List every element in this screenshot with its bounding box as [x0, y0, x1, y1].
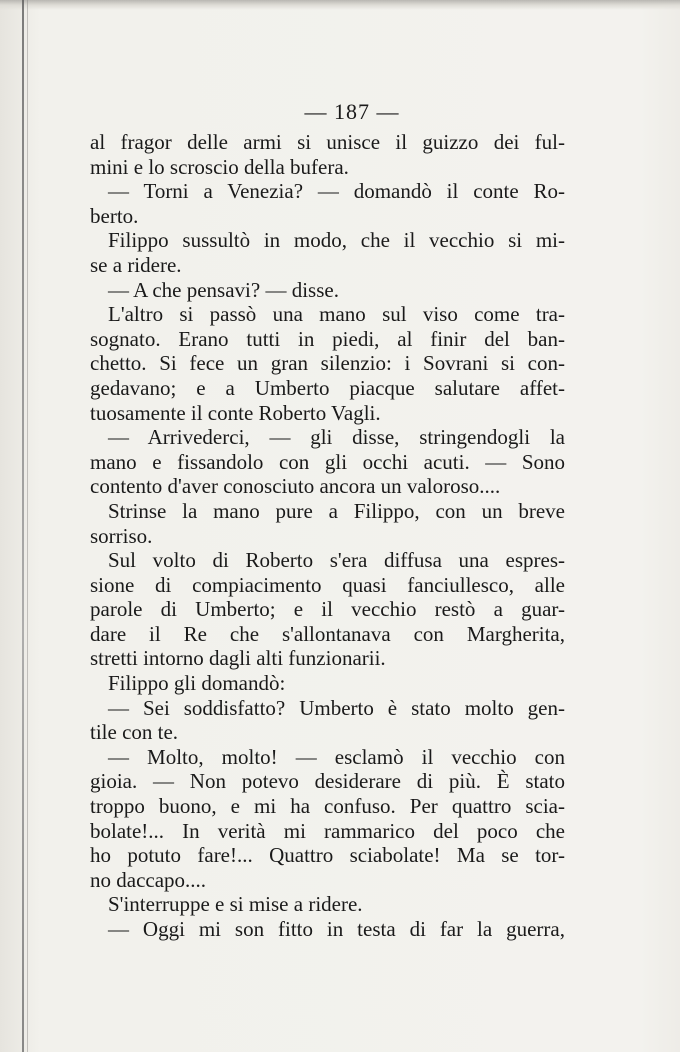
text-line: chetto. Si fece un gran silenzio: i Sovrani si con- — [90, 351, 565, 376]
binding-edge — [22, 0, 24, 1052]
text-line: gioia. — Non potevo desiderare di più. È stato — [90, 769, 565, 794]
text-line: sione di compiacimento quasi fanciullesco, alle — [90, 572, 565, 597]
text-line: tuosamente il conte Roberto Vagli. — [90, 400, 381, 425]
page-number: — 187 — — [304, 99, 400, 124]
text-line: — Molto, molto! — esclamò il vecchio con — [108, 744, 565, 769]
text-line: mano e fissandolo con gli occhi acuti. — Sono — [90, 449, 565, 474]
text-line: al fragor delle armi si unisce il guizzo dei ful- — [90, 130, 565, 154]
text-line: Sul volto di Roberto s'era diffusa una espres- — [108, 548, 565, 573]
binding-shadow — [27, 0, 28, 1052]
page-top-edge — [0, 0, 680, 10]
text-line: gedavano; e a Umberto piacque salutare affet- — [90, 375, 565, 400]
text-line: mini e lo scroscio della bufera. — [90, 154, 349, 179]
text-line: sorriso. — [90, 523, 153, 548]
text-line: contento d'aver conosciuto ancora un valoroso.... — [90, 474, 501, 499]
text-line: Filippo gli domandò: — [108, 671, 286, 696]
text-line: bolate!... In verità mi rammarico del poco che — [90, 818, 565, 843]
text-line: berto. — [90, 203, 139, 228]
text-line: S'interruppe e si mise a ridere. — [108, 892, 363, 917]
text-line: stretti intorno dagli alti funzionarii. — [90, 646, 386, 671]
text-line: Strinse la mano pure a Filippo, con un breve — [108, 498, 565, 523]
text-line: dare il Re che s'allontanava con Margherita, — [90, 621, 565, 646]
text-line: ho potuto fare!... Quattro sciabolate! Ma se tor- — [90, 843, 565, 868]
text-line: — Oggi mi son fitto in testa di far la guerra, — [108, 917, 565, 941]
text-line: Filippo sussultò in modo, che il vecchio si mi- — [108, 228, 565, 253]
text-line: — Torni a Venezia? — domandò il conte Ro- — [108, 179, 565, 204]
text-line: no daccapo.... — [90, 867, 207, 892]
text-line: L'altro si passò una mano sul viso come tra- — [108, 302, 565, 327]
text-line: — Sei soddisfatto? Umberto è stato molto gen- — [108, 695, 565, 720]
text-line: — Arrivederci, — gli disse, stringendogli la — [108, 425, 565, 450]
body-text — [90, 130, 565, 942]
text-line: parole di Umberto; e il vecchio restò a guar- — [90, 597, 565, 622]
text-line: sognato. Erano tutti in piedi, al finir del ban- — [90, 326, 565, 351]
text-line: tile con te. — [90, 720, 179, 745]
text-line: — A che pensavi? — disse. — [108, 277, 339, 302]
text-line: se a ridere. — [90, 252, 182, 277]
text-line: troppo buono, e mi ha confuso. Per quattro scia- — [90, 794, 565, 819]
